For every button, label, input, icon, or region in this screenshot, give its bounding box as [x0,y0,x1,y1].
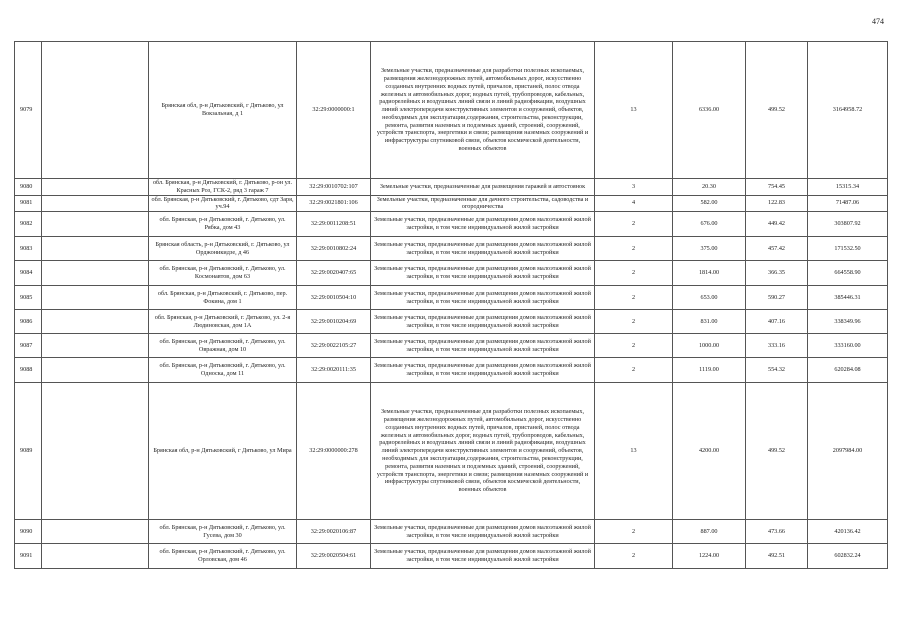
cadastral-value-cell: 420136.42 [808,520,888,544]
blank-cell [42,237,149,261]
specific-value-cell: 499.52 [746,383,808,520]
group-code-cell: 2 [595,286,673,310]
row-number: 9090 [15,520,42,544]
table-row [15,358,888,383]
group-code-cell: 3 [595,179,673,196]
row-number: 9088 [15,358,42,383]
cadastral-number-cell: 32:29:0020111:35 [297,358,371,383]
land-use-description-cell: Земельные участки, предназначенные для размещения домов малоэтажной жилой застройки, в том числе индивидуальной жилой застройки [371,334,595,358]
address-cell: обл. Брянская, р-н Дятьковский, г. Дятьково, пер. Фокина, дом 1 [149,286,297,310]
blank-cell [42,383,149,520]
area-cell: 676.00 [673,212,746,237]
group-code-cell: 2 [595,358,673,383]
cadastral-value-cell: 303807.92 [808,212,888,237]
blank-cell [42,310,149,334]
row-number: 9089 [15,383,42,520]
table-row [15,195,888,212]
address-cell: Брянская область, р-н Дятьковский, г. Дятьково, ул Орджоникидзе, д 46 [149,237,297,261]
table-row [15,544,888,569]
table-row [15,179,888,196]
address-cell: Брянская обл, р-н Дятьковский, г Дятьково, ул Мира [149,383,297,520]
address-cell: обл. Брянская, р-н Дятьковский, г. Дятьково, ул. Овражная, дом 10 [149,334,297,358]
land-use-description-cell: Земельные участки, предназначенные для размещения домов малоэтажной жилой застройки, в том числе индивидуальной жилой застройки [371,358,595,383]
row-number: 9087 [15,334,42,358]
address-cell: обл. Брянская, р-н Дятьковский, г. Дятьково, ул. Орловская, дом 46 [149,544,297,569]
land-plots-table [14,41,888,569]
land-use-description-cell: Земельные участки, предназначенные для размещения домов малоэтажной жилой застройки, в том числе индивидуальной жилой застройки [371,212,595,237]
specific-value-cell: 554.32 [746,358,808,383]
row-number: 9080 [15,179,42,196]
specific-value-cell: 492.51 [746,544,808,569]
area-cell: 582.00 [673,195,746,212]
cadastral-value-cell: 333160.00 [808,334,888,358]
group-code-cell: 2 [595,212,673,237]
area-cell: 1224.00 [673,544,746,569]
cadastral-number-cell: 32:29:0010702:107 [297,179,371,196]
cadastral-value-cell: 71487.06 [808,195,888,212]
cadastral-value-cell: 602832.24 [808,544,888,569]
blank-cell [42,195,149,212]
blank-cell [42,179,149,196]
blank-cell [42,334,149,358]
land-use-description-cell: Земельные участки, предназначенные для размещения домов малоэтажной жилой застройки, в том числе индивидуальной жилой застройки [371,237,595,261]
group-code-cell: 2 [595,261,673,286]
address-cell: обл. Брянская, р-н Дятьковский, г. Дятьково, ул. Рябка, дом 43 [149,212,297,237]
specific-value-cell: 590.27 [746,286,808,310]
row-number: 9084 [15,261,42,286]
land-use-description-cell: Земельные участки, предназначенные для дачного строительства, садоводства и огородничества [371,195,595,212]
land-use-description-cell: Земельные участки, предназначенные для размещения гаражей и автостоянок [371,179,595,196]
row-number: 9079 [15,42,42,179]
blank-cell [42,286,149,310]
cadastral-number-cell: 32:29:0010504:10 [297,286,371,310]
cadastral-number-cell: 32:29:0010802:24 [297,237,371,261]
group-code-cell: 13 [595,383,673,520]
group-code-cell: 4 [595,195,673,212]
land-use-description-cell: Земельные участки, предназначенные для размещения домов малоэтажной жилой застройки, в том числе индивидуальной жилой застройки [371,520,595,544]
area-cell: 653.00 [673,286,746,310]
cadastral-number-cell: 32:29:0020106:87 [297,520,371,544]
blank-cell [42,520,149,544]
area-cell: 6336.00 [673,42,746,179]
group-code-cell: 2 [595,334,673,358]
land-use-description-cell: Земельные участки, предназначенные для размещения домов малоэтажной жилой застройки, в том числе индивидуальной жилой застройки [371,310,595,334]
area-cell: 1814.00 [673,261,746,286]
table-row [15,212,888,237]
specific-value-cell: 499.52 [746,42,808,179]
area-cell: 1000.00 [673,334,746,358]
table-row [15,383,888,520]
table-row [15,286,888,310]
table-row [15,310,888,334]
address-cell: обл. Брянская, р-н Дятьковский, г. Дятьково, р-он ул. Красных Роз, ГСК-2, ряд 3 гараж 7 [149,179,297,196]
blank-cell [42,42,149,179]
page-number: 474 [872,17,884,26]
group-code-cell: 2 [595,237,673,261]
table-row [15,42,888,179]
row-number: 9086 [15,310,42,334]
cadastral-number-cell: 32:29:0010204:69 [297,310,371,334]
area-cell: 831.00 [673,310,746,334]
specific-value-cell: 457.42 [746,237,808,261]
cadastral-number-cell: 32:29:0020407:65 [297,261,371,286]
table-row [15,261,888,286]
blank-cell [42,544,149,569]
address-cell: обл. Брянская, р-н Дятьковский, г. Дятьково, ул. Односка, дом 11 [149,358,297,383]
address-cell: обл. Брянская, р-н Дятьковский, г. Дятьково, ул. Гусева, дом 30 [149,520,297,544]
table-row [15,520,888,544]
land-use-description-cell: Земельные участки, предназначенные для размещения домов малоэтажной жилой застройки, в том числе индивидуальной жилой застройки [371,261,595,286]
specific-value-cell: 754.45 [746,179,808,196]
area-cell: 4200.00 [673,383,746,520]
land-use-description-cell: Земельные участки, предназначенные для размещения домов малоэтажной жилой застройки, в том числе индивидуальной жилой застройки [371,286,595,310]
specific-value-cell: 122.83 [746,195,808,212]
specific-value-cell: 407.16 [746,310,808,334]
area-cell: 375.00 [673,237,746,261]
address-cell: обл. Брянская, р-н Дятьковский, г. Дятьково, ул. 2-я Людиновская, дом 1А [149,310,297,334]
land-use-description-cell: Земельные участки, предназначенные для разработки полезных ископаемых, размещения железнодорожных путей, автомобильных дорог, искусственно созданных внутренних водных путей, причалов, пристаней, полос отвода железных и автомобильных дорог, водных путей, трубопроводов, кабельных, радиорелейных и воздушных линий связи и линий радиофикации, воздушных линий электропередачи конструктивных элементов и сооружений, объектов, необходимых для эксплуатации,содержания, строительства, реконструкции, ремонта, развития наземных и подземных зданий, строений, сооружений, устройств транспорта, энергетики и связи; размещения наземных сооружений и инфраструктуры спутниковой связи, объектов космической деятельности, военных объектов [371,42,595,179]
cadastral-number-cell: 32:29:0020504:61 [297,544,371,569]
table-row [15,334,888,358]
row-number: 9082 [15,212,42,237]
cadastral-value-cell: 338349.96 [808,310,888,334]
blank-cell [42,261,149,286]
cadastral-number-cell: 32:29:0022105:27 [297,334,371,358]
area-cell: 887.00 [673,520,746,544]
address-cell: обл. Брянская, р-н Дятьковский, г. Дятьково, ул. Космонавтов, дом 63 [149,261,297,286]
group-code-cell: 2 [595,310,673,334]
address-cell: Брянская обл, р-н Дятьковский, г Дятьково, ул Вокзальная, д 1 [149,42,297,179]
cadastral-value-cell: 664558.90 [808,261,888,286]
table-row [15,237,888,261]
group-code-cell: 13 [595,42,673,179]
group-code-cell: 2 [595,544,673,569]
area-cell: 20.30 [673,179,746,196]
cadastral-value-cell: 2097984.00 [808,383,888,520]
cadastral-value-cell: 15315.34 [808,179,888,196]
specific-value-cell: 366.35 [746,261,808,286]
cadastral-value-cell: 385446.31 [808,286,888,310]
specific-value-cell: 473.66 [746,520,808,544]
cadastral-number-cell: 32:29:0000000:278 [297,383,371,520]
row-number: 9091 [15,544,42,569]
cadastral-number-cell: 32:29:0000000:1 [297,42,371,179]
group-code-cell: 2 [595,520,673,544]
blank-cell [42,212,149,237]
blank-cell [42,358,149,383]
cadastral-value-cell: 171532.50 [808,237,888,261]
cadastral-value-cell: 620284.08 [808,358,888,383]
specific-value-cell: 449.42 [746,212,808,237]
cadastral-number-cell: 32:29:0011208:51 [297,212,371,237]
land-use-description-cell: Земельные участки, предназначенные для размещения домов малоэтажной жилой застройки, в том числе индивидуальной жилой застройки [371,544,595,569]
row-number: 9083 [15,237,42,261]
land-use-description-cell: Земельные участки, предназначенные для разработки полезных ископаемых, размещения железнодорожных путей, автомобильных дорог, искусственно созданных внутренних водных путей, причалов, пристаней, полос отвода железных и автомобильных дорог, водных путей, трубопроводов, кабельных, радиорелейных и воздушных линий связи и линий радиофикации, воздушных линий электропередачи конструктивных элементов и сооружений, объектов, необходимых для эксплуатации,содержания, строительства, реконструкции, ремонта, развития наземных и подземных зданий, строений, сооружений, устройств транспорта, энергетики и связи; размещения наземных сооружений и инфраструктуры спутниковой связи, объектов космической деятельности, военных объектов [371,383,595,520]
cadastral-value-cell: 3164958.72 [808,42,888,179]
specific-value-cell: 333.16 [746,334,808,358]
cadastral-number-cell: 32:29:0021801:106 [297,195,371,212]
address-cell: обл. Брянская, р-н Дятьковский, г. Дятьково, сдт Заря, уч.94 [149,195,297,212]
row-number: 9085 [15,286,42,310]
row-number: 9081 [15,195,42,212]
area-cell: 1119.00 [673,358,746,383]
